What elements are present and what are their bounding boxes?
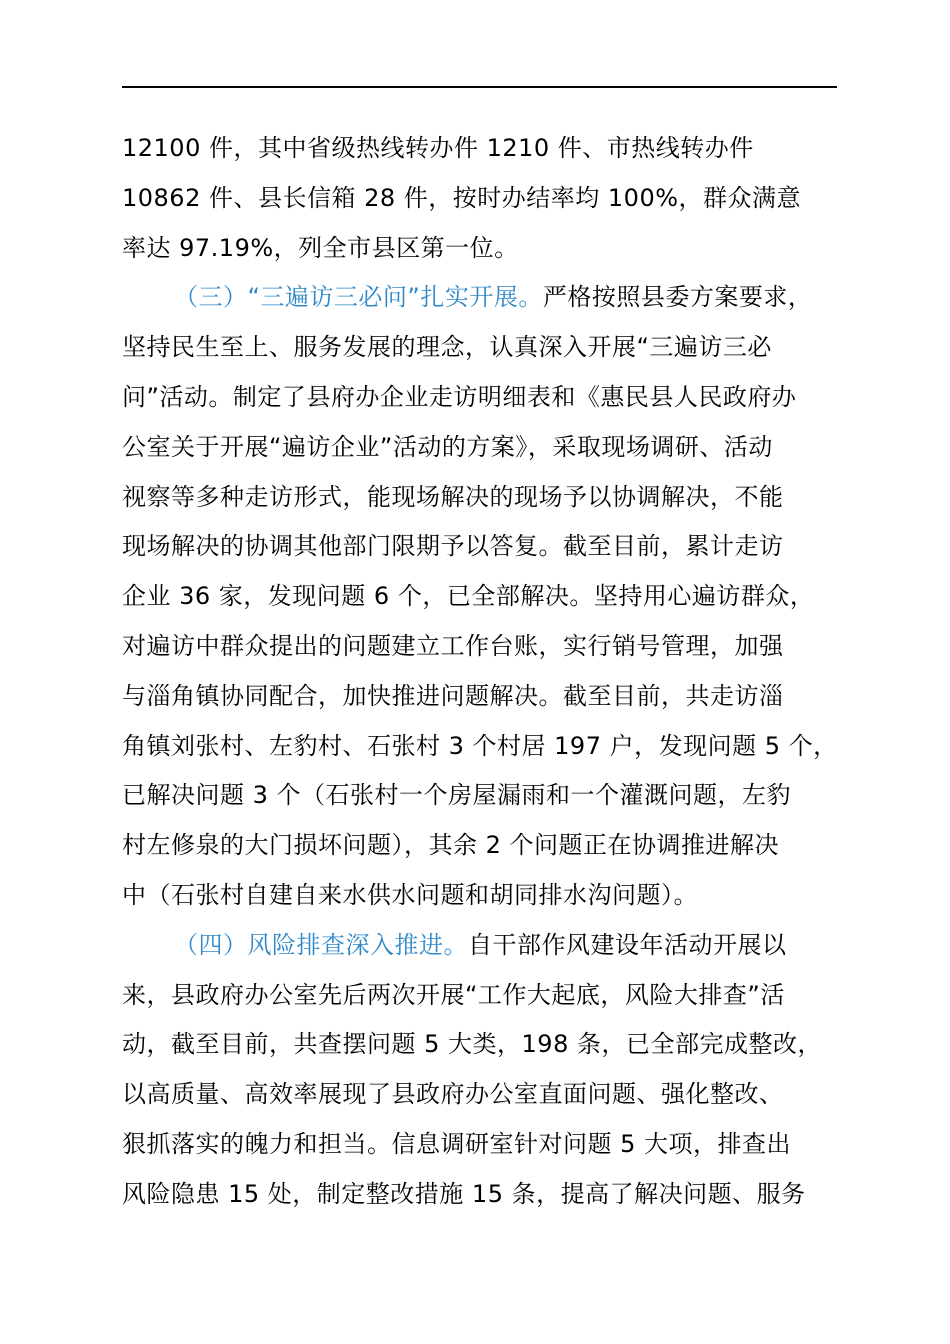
- text-line: 角镇刘张村、左豹村、石张村 3 个村居 197 户，发现问题 5 个，: [122, 731, 838, 760]
- text-line: 视察等多种走访形式，能现场解决的现场予以协调解决，不能: [122, 482, 784, 511]
- text-line: 坚持民生至上、服务发展的理念，认真深入开展“三遍访三必: [122, 333, 772, 362]
- paragraph-3: [122, 921, 837, 1220]
- text-line: 公室关于开展“遍访企业”活动的方案》，采取现场调研、活动: [122, 432, 773, 461]
- section-heading-4: （四）风险排查深入推进。: [174, 930, 468, 959]
- paragraph-first-line: [122, 273, 837, 323]
- text-line: 以高质量、高效率展现了县政府办公室直面问题、强化整改、: [122, 1080, 784, 1109]
- text-line: 对遍访中群众提出的问题建立工作台账，实行销号管理，加强: [122, 631, 784, 660]
- text-line: 问”活动。制定了县府办企业走访明细表和《惠民县人民政府办: [122, 382, 797, 411]
- text-run: 严格按照县委方案要求，: [542, 283, 813, 312]
- text-line: 来，县政府办公室先后两次开展“工作大起底，风险大排查”活: [122, 980, 785, 1009]
- text-line: 风险隐患 15 处，制定整改措施 15 条，提高了解决问题、服务: [122, 1179, 806, 1208]
- header-rule: [122, 86, 837, 88]
- text-line: 10862 件、县长信箱 28 件，按时办结率均 100%，群众满意: [122, 183, 802, 212]
- section-heading-3: （三）“三遍访三必问”扎实开展。: [174, 283, 543, 312]
- text-line: 中（石张村自建自来水供水问题和胡同排水沟问题）。: [122, 880, 698, 909]
- text-line: 率达 97.19%，列全市县区第一位。: [122, 233, 519, 262]
- paragraph-2: [122, 273, 837, 920]
- text-line: 动，截至目前，共查摆问题 5 大类，198 条，已全部完成整改，: [122, 1030, 822, 1059]
- text-line: 村左修泉的大门损坏问题），其余 2 个问题正在协调推进解决: [122, 831, 780, 860]
- paragraph-first-line: [122, 921, 837, 971]
- paragraph-1: [122, 124, 837, 273]
- text-line: 狠抓落实的魄力和担当。信息调研室针对问题 5 大项，排查出: [122, 1129, 792, 1158]
- text-run: 自干部作风建设年活动开展以: [468, 930, 787, 959]
- text-line: 已解决问题 3 个（石张村一个房屋漏雨和一个灌溉问题，左豹: [122, 781, 792, 810]
- text-line: 现场解决的协调其他部门限期予以答复。截至目前，累计走访: [122, 532, 784, 561]
- text-line: 12100 件，其中省级热线转办件 1210 件、市热线转办件: [122, 134, 754, 162]
- document-body: [122, 124, 837, 1220]
- text-line: 与淄角镇协同配合，加快推进问题解决。截至目前，共走访淄: [122, 681, 784, 710]
- text-line: 企业 36 家，发现问题 6 个，已全部解决。坚持用心遍访群众，: [122, 582, 815, 611]
